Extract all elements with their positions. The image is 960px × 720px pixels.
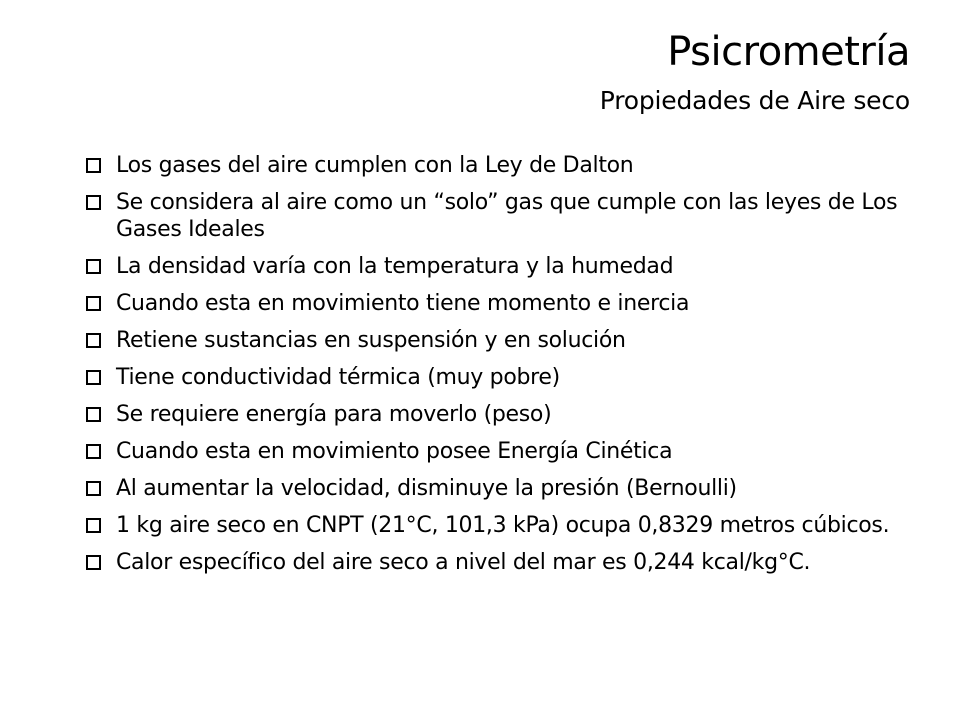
checkbox-square-icon xyxy=(86,296,101,311)
checkbox-square-icon xyxy=(86,407,101,422)
list-item xyxy=(86,549,926,576)
checkbox-square-icon xyxy=(86,555,101,570)
checkbox-square-icon xyxy=(86,333,101,348)
bullet-text: La densidad varía con la temperatura y la humedad xyxy=(116,254,674,279)
bullet-text: Los gases del aire cumplen con la Ley de Dalton xyxy=(116,153,634,178)
bullet-text: Cuando esta en movimiento tiene momento e inercia xyxy=(116,291,690,316)
checkbox-square-icon xyxy=(86,481,101,496)
checkbox-square-icon xyxy=(86,444,101,459)
slide-subtitle: Propiedades de Aire seco xyxy=(599,86,910,115)
bullet-text: Tiene conductividad térmica (muy pobre) xyxy=(116,365,560,390)
bullet-text: Retiene sustancias en suspensión y en solución xyxy=(116,328,626,353)
checkbox-square-icon xyxy=(86,195,101,210)
list-item xyxy=(86,189,926,243)
bullet-text: Cuando esta en movimiento posee Energía Cinética xyxy=(116,439,673,464)
title-block xyxy=(150,28,910,116)
checkbox-square-icon xyxy=(86,518,101,533)
list-item xyxy=(86,401,926,428)
checkbox-square-icon xyxy=(86,370,101,385)
list-item xyxy=(86,253,926,280)
bullet-text: Se considera al aire como un “solo” gas que cumple con las leyes de Los Gases Ideales xyxy=(116,190,898,242)
bullet-text: Al aumentar la velocidad, disminuye la presión (Bernoulli) xyxy=(116,476,737,501)
bullet-text: 1 kg aire seco en CNPT (21°C, 101,3 kPa) ocupa 0,8329 metros cúbicos. xyxy=(116,513,890,538)
list-item xyxy=(86,438,926,465)
bullet-list xyxy=(86,152,926,586)
checkbox-square-icon xyxy=(86,259,101,274)
bullet-text: Se requiere energía para moverlo (peso) xyxy=(116,402,552,427)
list-item xyxy=(86,475,926,502)
bullet-text: Calor específico del aire seco a nivel del mar es 0,244 kcal/kg°C. xyxy=(116,550,811,575)
checkbox-square-icon xyxy=(86,158,101,173)
list-item xyxy=(86,152,926,179)
list-item xyxy=(86,327,926,354)
list-item xyxy=(86,512,926,539)
slide-title: Psicrometría xyxy=(667,29,910,75)
list-item xyxy=(86,290,926,317)
list-item xyxy=(86,364,926,391)
